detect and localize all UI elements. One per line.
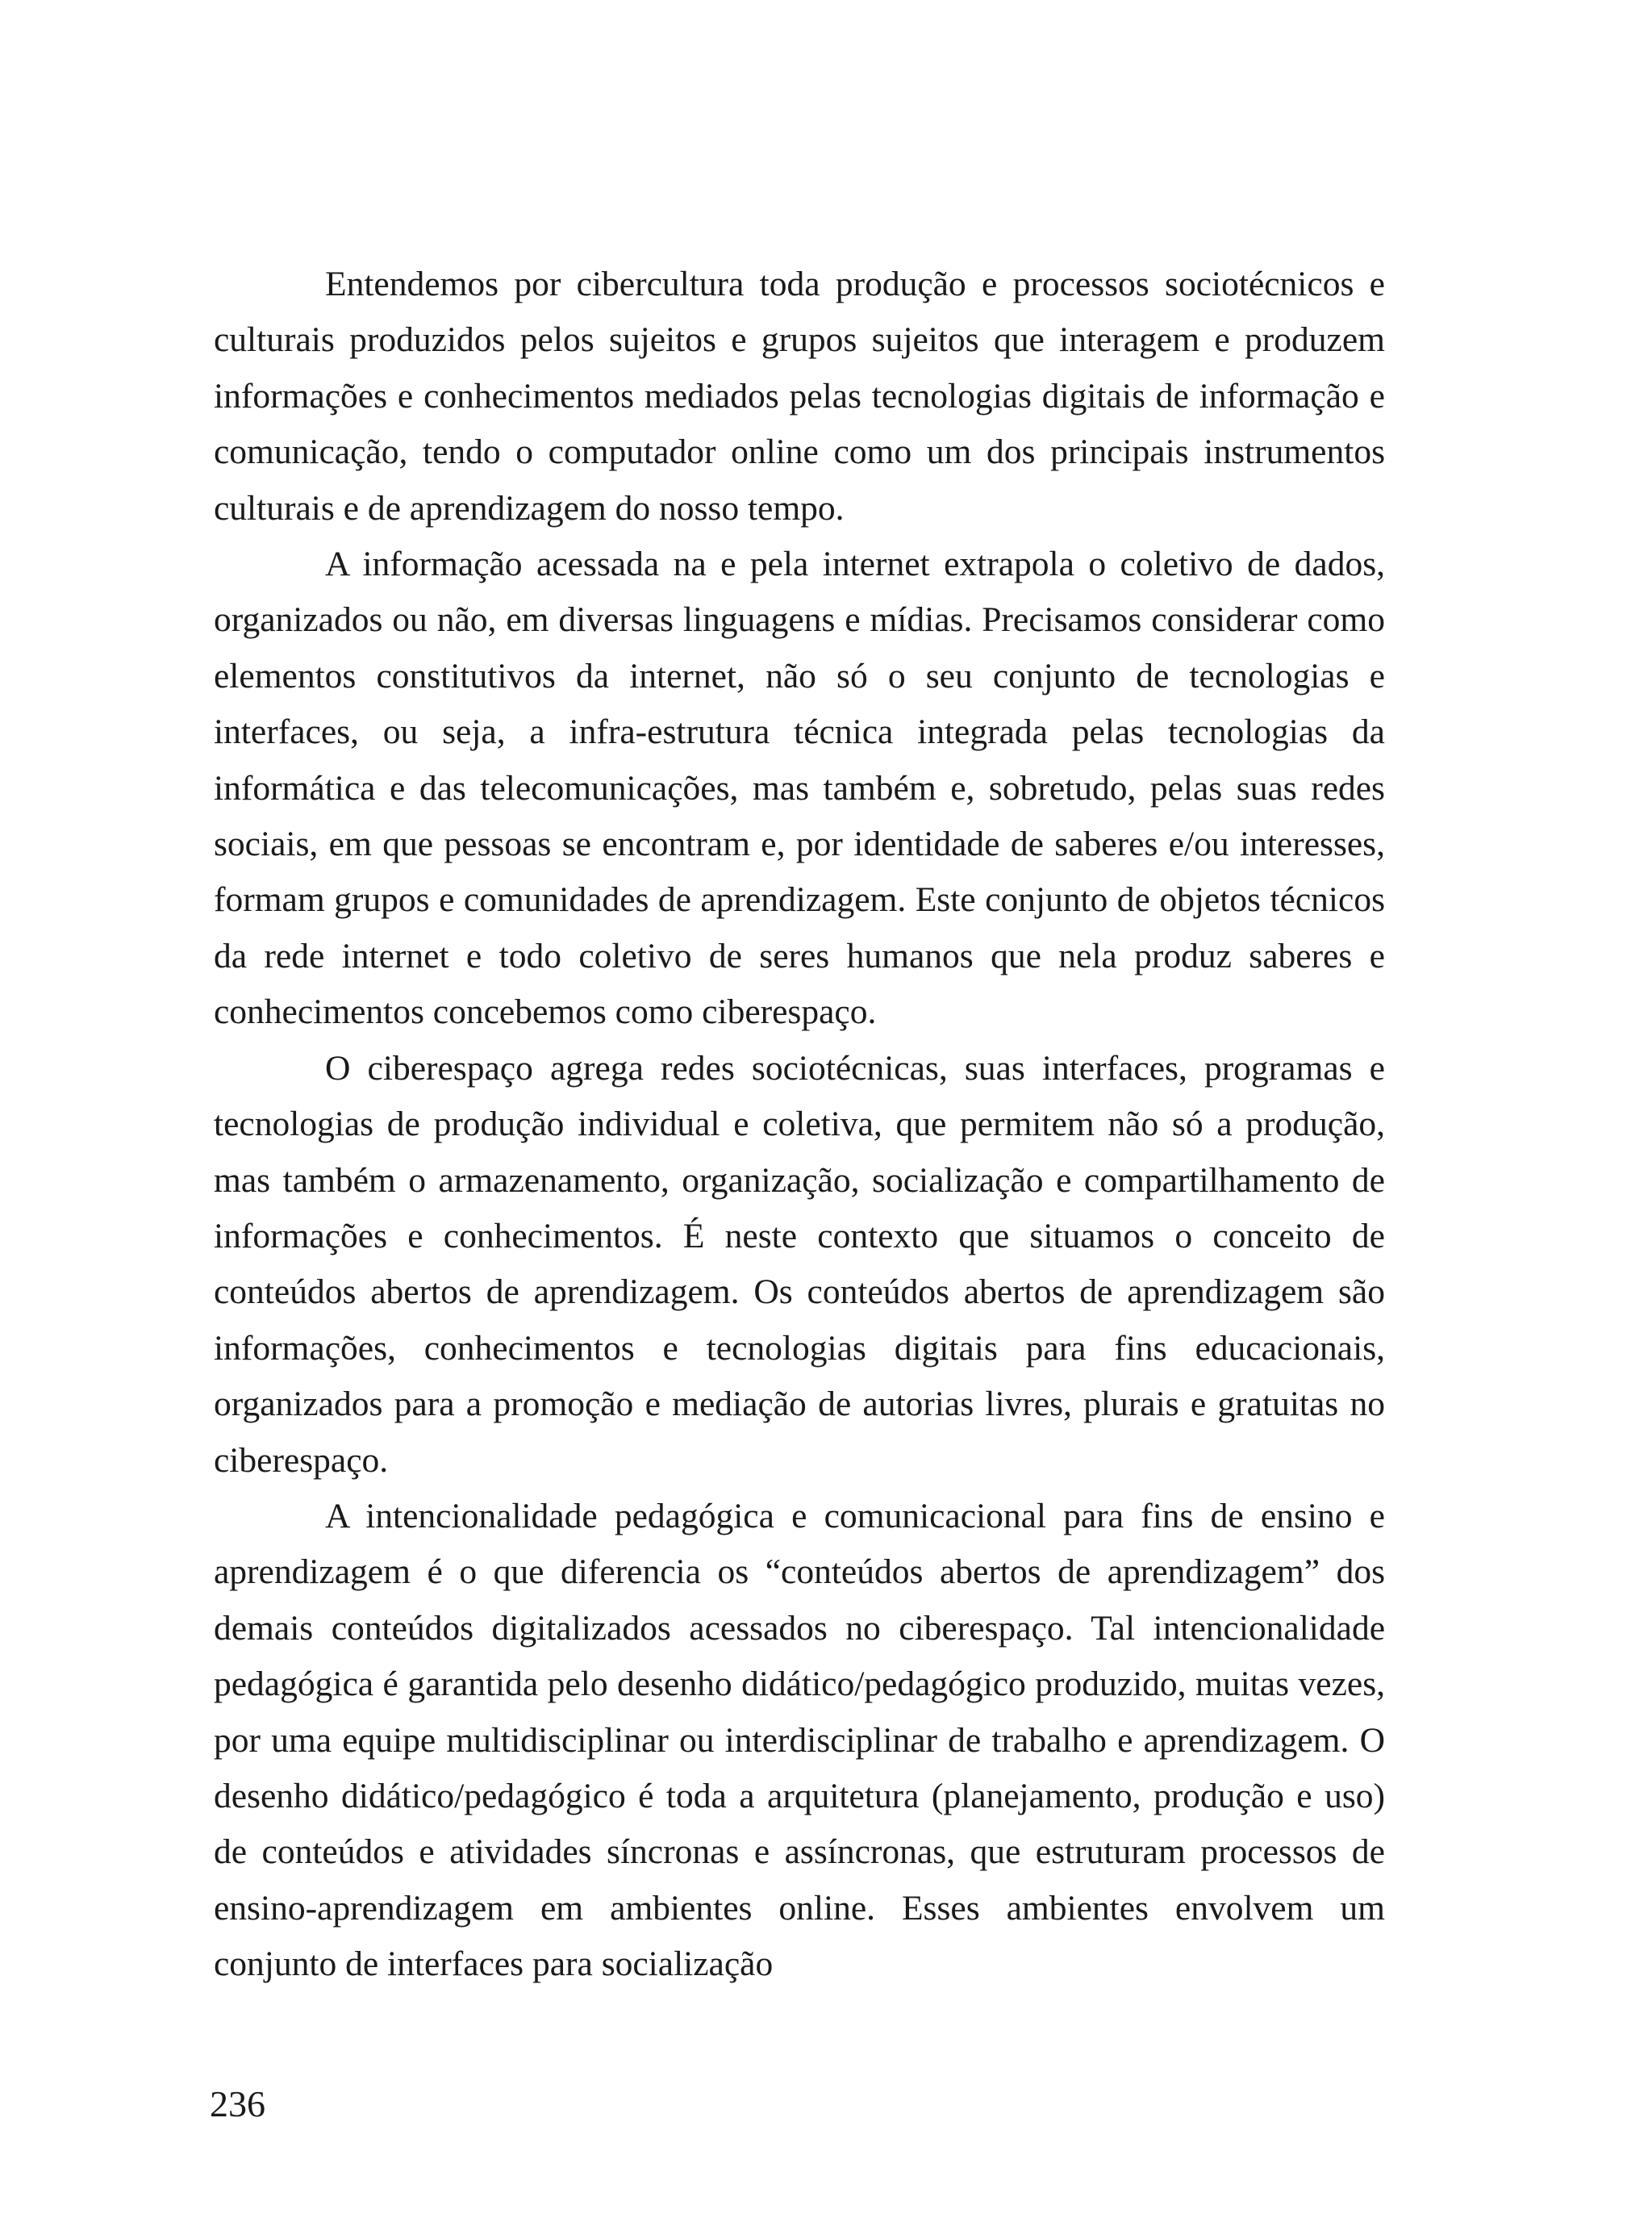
- paragraph-intencionalidade: A intencionalidade pedagógica e comunicacional para fins de ensino e aprendizagem é o que diferencia os “conteúdos abertos de aprendizagem” dos demais conteúdos digitalizados acessados no ciberespaço. Tal intencionalidade pedagógica é garantida pelo desenho didático/pedagógico produzido, muitas vezes, por uma equipe multidisciplinar ou interdisciplinar de trabalho e aprendizagem. O desenho didático/pedagógico é toda a arquitetura (planejamento, produção e uso) de conteúdos e atividades síncronas e assíncronas, que estruturam processos de ensino-aprendizagem em ambientes online. Esses ambientes envolvem um conjunto de interfaces para socialização: [214, 1496, 1385, 1984]
- paragraph-ciberespaco: O ciberespaço agrega redes sociotécnicas, suas interfaces, programas e tecnologias de produção individual e coletiva, que permitem não só a produção, mas também o armazenamento, organização, socialização e compartilhamento de informações e conhecimentos. É neste contexto que situamos o conceito de conteúdos abertos de aprendizagem. Os conteúdos abertos de aprendizagem são informações, conhecimentos e tecnologias digitais para fins educacionais, organizados para a promoção e mediação de autorias livres, plurais e gratuitas no ciberespaço.: [214, 1048, 1385, 1480]
- paragraph-informacao-internet: A informação acessada na e pela internet extrapola o coletivo de dados, organizados ou não, em diversas linguagens e mídias. Precisamos considerar como elementos constitutivos da internet, não só o seu conjunto de tecnologias e interfaces, ou seja, a infra-estrutura técnica integrada pelas tecnologias da informática e das telecomunicações, mas também e, sobretudo, pelas suas redes sociais, em que pessoas se encontram e, por identidade de saberes e/ou interesses, formam grupos e comunidades de aprendizagem. Este conjunto de objetos técnicos da rede internet e todo coletivo de seres humanos que nela produz saberes e conhecimentos concebemos como ciberespaço.: [214, 545, 1385, 1032]
- body-text: [214, 257, 1385, 1993]
- page-number: 236: [210, 2083, 265, 2124]
- paragraph-cibercultura: Entendemos por cibercultura toda produção e processos sociotécnicos e culturais produzidos pelos sujeitos e grupos sujeitos que interagem e produzem informações e conhecimentos mediados pelas tecnologias digitais de informação e comunicação, tendo o computador online como um dos principais instrumentos culturais e de aprendizagem do nosso tempo.: [214, 265, 1385, 528]
